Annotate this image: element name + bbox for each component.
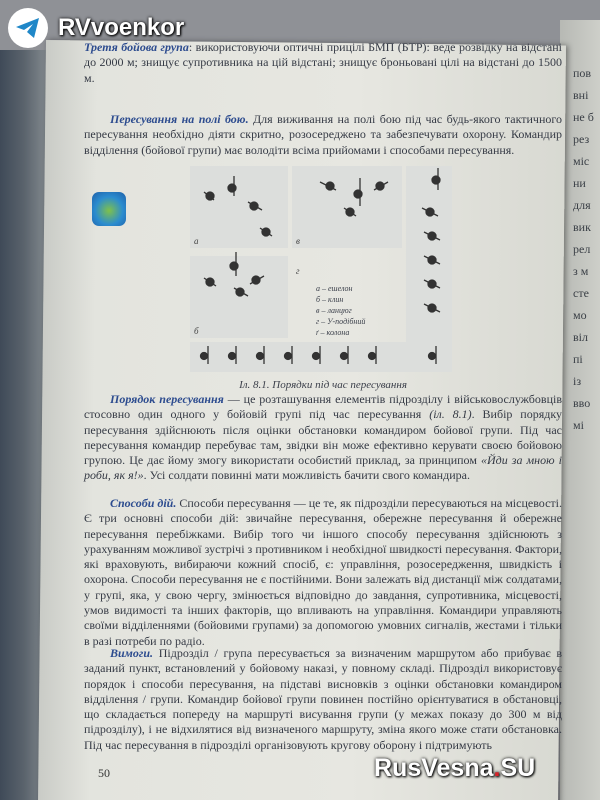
app-icon: [92, 192, 126, 226]
soldier-mark: [201, 346, 209, 364]
paragraph-text: : використовуючи оптичні прицілі БМП (БТР): веде розвідку на відстані до 2000 м; знищує супротивника на цій відстані; знищує броньовані цілі на відстані до 1500 м.: [84, 40, 563, 85]
paragraph-text: Способи пересування — це те, як підрозділи пересуваються на місцевості. Є три основні способи дій: звичайне пересування, обережне пересування й обережне пересування перебіжками. Вибір того чи іншого способу пересування здійснюють з урахуванням можливої зустрічі з противником і необхідної швидкості пересування. Фактори, які враховують, вибираючи кожний спосіб, є: управління, розосередження, швидкість і охорона. Способи пересування не є постійними. Вони залежать від дистанції між солдатами, у групі, яка, у свою чергу, змінюється відповідно до завдання, супротивника, місцевості, умов видимості та інших факторів, що впливають на управління. Командири управляють своїми відділеннями (бойовими групами) за допомогою умовних сигналів, жестами і тільки в разі потреби по радіо.: [84, 496, 562, 648]
figure-letter-g: г: [296, 266, 300, 276]
soldier-mark: [250, 276, 264, 284]
paragraph-movement: [84, 112, 562, 158]
paragraph-text: . Усі солдати повинні мати можливість бачити свого командира.: [143, 468, 470, 483]
soldier-mark: [429, 346, 437, 364]
telegram-watermark: [8, 8, 184, 48]
soldier-mark: [204, 192, 214, 200]
soldier-mark: [313, 346, 321, 364]
right-page-fragment: сте: [573, 286, 589, 300]
channel-name: RVvoenkor: [58, 14, 185, 41]
soldier-mark: [257, 346, 265, 364]
paragraph-text: Для виживання на полі бою під час будь-якого тактичного пересування необхідно діяти скритно, розосереджено та забезпечувати охорону. Командир відділення (бойової групи) має володіти всіма прийомами і способами пересування.: [84, 112, 562, 157]
right-page-fragment: вво: [573, 396, 591, 410]
soldier-mark: [285, 346, 293, 364]
quote: «Йди за мною і роби, як я!»: [84, 453, 562, 483]
soldier-mark: [424, 304, 440, 312]
soldier-mark: [424, 280, 440, 288]
soldier-mark: [204, 278, 216, 286]
soldier-mark: [344, 208, 356, 216]
paragraph-order: [84, 392, 562, 484]
right-page-fragment: міс: [573, 154, 590, 168]
legend-item: б – клин: [316, 295, 344, 304]
heading-movement: Пересування на полі бою.: [110, 112, 249, 126]
heading-third-group: Третя бойова група: [84, 40, 189, 54]
heading-requirements: Вимоги.: [110, 646, 154, 660]
soldier-mark: [230, 252, 238, 276]
soldier-mark: [341, 346, 349, 364]
site-watermark: [374, 754, 535, 783]
right-page-fragment: пов: [573, 66, 592, 80]
soldier-mark: [422, 208, 438, 216]
soldier-mark: [234, 288, 248, 296]
figure-legend: [316, 283, 365, 338]
right-page-fragment: із: [573, 374, 582, 388]
legend-item: а – ешелон: [316, 284, 353, 293]
figure-reference: (іл. 8.1): [429, 407, 472, 422]
figure-letter-v: в: [296, 236, 300, 246]
soldier-mark: [248, 202, 262, 210]
watermark-dot: .: [493, 754, 501, 782]
right-page-fragment: пі: [573, 352, 583, 366]
figure-letter-a: а: [194, 236, 199, 246]
telegram-icon: [8, 8, 48, 48]
right-page-fragment: рел: [573, 242, 591, 256]
soldier-mark: [320, 182, 336, 190]
soldier-mark: [229, 346, 237, 364]
page-number: 50: [98, 766, 110, 780]
paragraph-text: . Вибір порядку пересування здійснюють після оцінки обстановки командиром бойової групи. Під час пересування командир перебуває там, звідки він може ефективно керувати своєю бойовою групою. Це дає йому змогу використати особистий приклад, за принципом: [84, 407, 563, 468]
soldier-mark: [432, 168, 440, 190]
right-page-fragment: з м: [573, 264, 589, 278]
right-page-fragment: мі: [573, 418, 584, 432]
legend-item: ґ – колона: [316, 328, 350, 337]
figure-letter-b: б: [194, 326, 199, 336]
right-page-fragment: рез: [573, 132, 590, 146]
paragraph-requirements: [84, 646, 562, 753]
paragraph-methods: [84, 496, 562, 649]
paragraph-text: Підрозділ / група пересувається за визначеним маршрутом або прибуває в заданий пункт, встановлений у бойовому наказі, у повному складі. Підрозділ використовує порядок і способи пересування, на підставі висновків з оцінки обстановки командиром відділення / групи. Командир бойової групи повинен постійно орієнтуватися в обстановці, що складається попереду на маршруті висування групи (у межах показу до 300 м від підрозділу), і не відхилятися від визначеного маршруту, зміна якого може стати обстановка. Під час пересування в підрозділі організовують кругову оборону і підтримують: [84, 646, 562, 752]
figure-caption: Іл. 8.1. Порядки під час пересування: [239, 379, 407, 391]
right-page-fragment: не б: [573, 110, 594, 124]
right-page-fragment: ни: [573, 176, 586, 190]
right-page-fragment: віл: [573, 330, 588, 344]
right-page-fragment: мо: [573, 308, 587, 322]
watermark-part: SU: [500, 754, 536, 782]
soldier-mark: [228, 176, 236, 196]
legend-item: г – У-подібний: [316, 317, 366, 326]
paragraph-text: — це розташування елементів підрозділу і військовослужбовців стосовно один одного у бойовій групі під час пересування: [84, 392, 562, 422]
soldier-mark: [424, 256, 440, 264]
formation-drawings: [190, 166, 452, 374]
right-page-fragment: вик: [573, 220, 591, 234]
right-page-fragment: для: [573, 198, 591, 212]
heading-methods: Способи дій.: [110, 496, 177, 510]
soldier-mark: [369, 346, 377, 364]
heading-order: Порядок пересування: [110, 392, 224, 406]
legend-item: в – ланцюг: [316, 306, 352, 315]
soldier-mark: [424, 232, 440, 240]
soldier-mark: [374, 182, 388, 190]
soldier-mark: [354, 178, 362, 206]
watermark-part: RusVesna: [374, 754, 494, 782]
soldier-mark: [260, 228, 272, 236]
figure-formations: [190, 166, 452, 374]
right-page-fragment: вні: [573, 88, 589, 102]
